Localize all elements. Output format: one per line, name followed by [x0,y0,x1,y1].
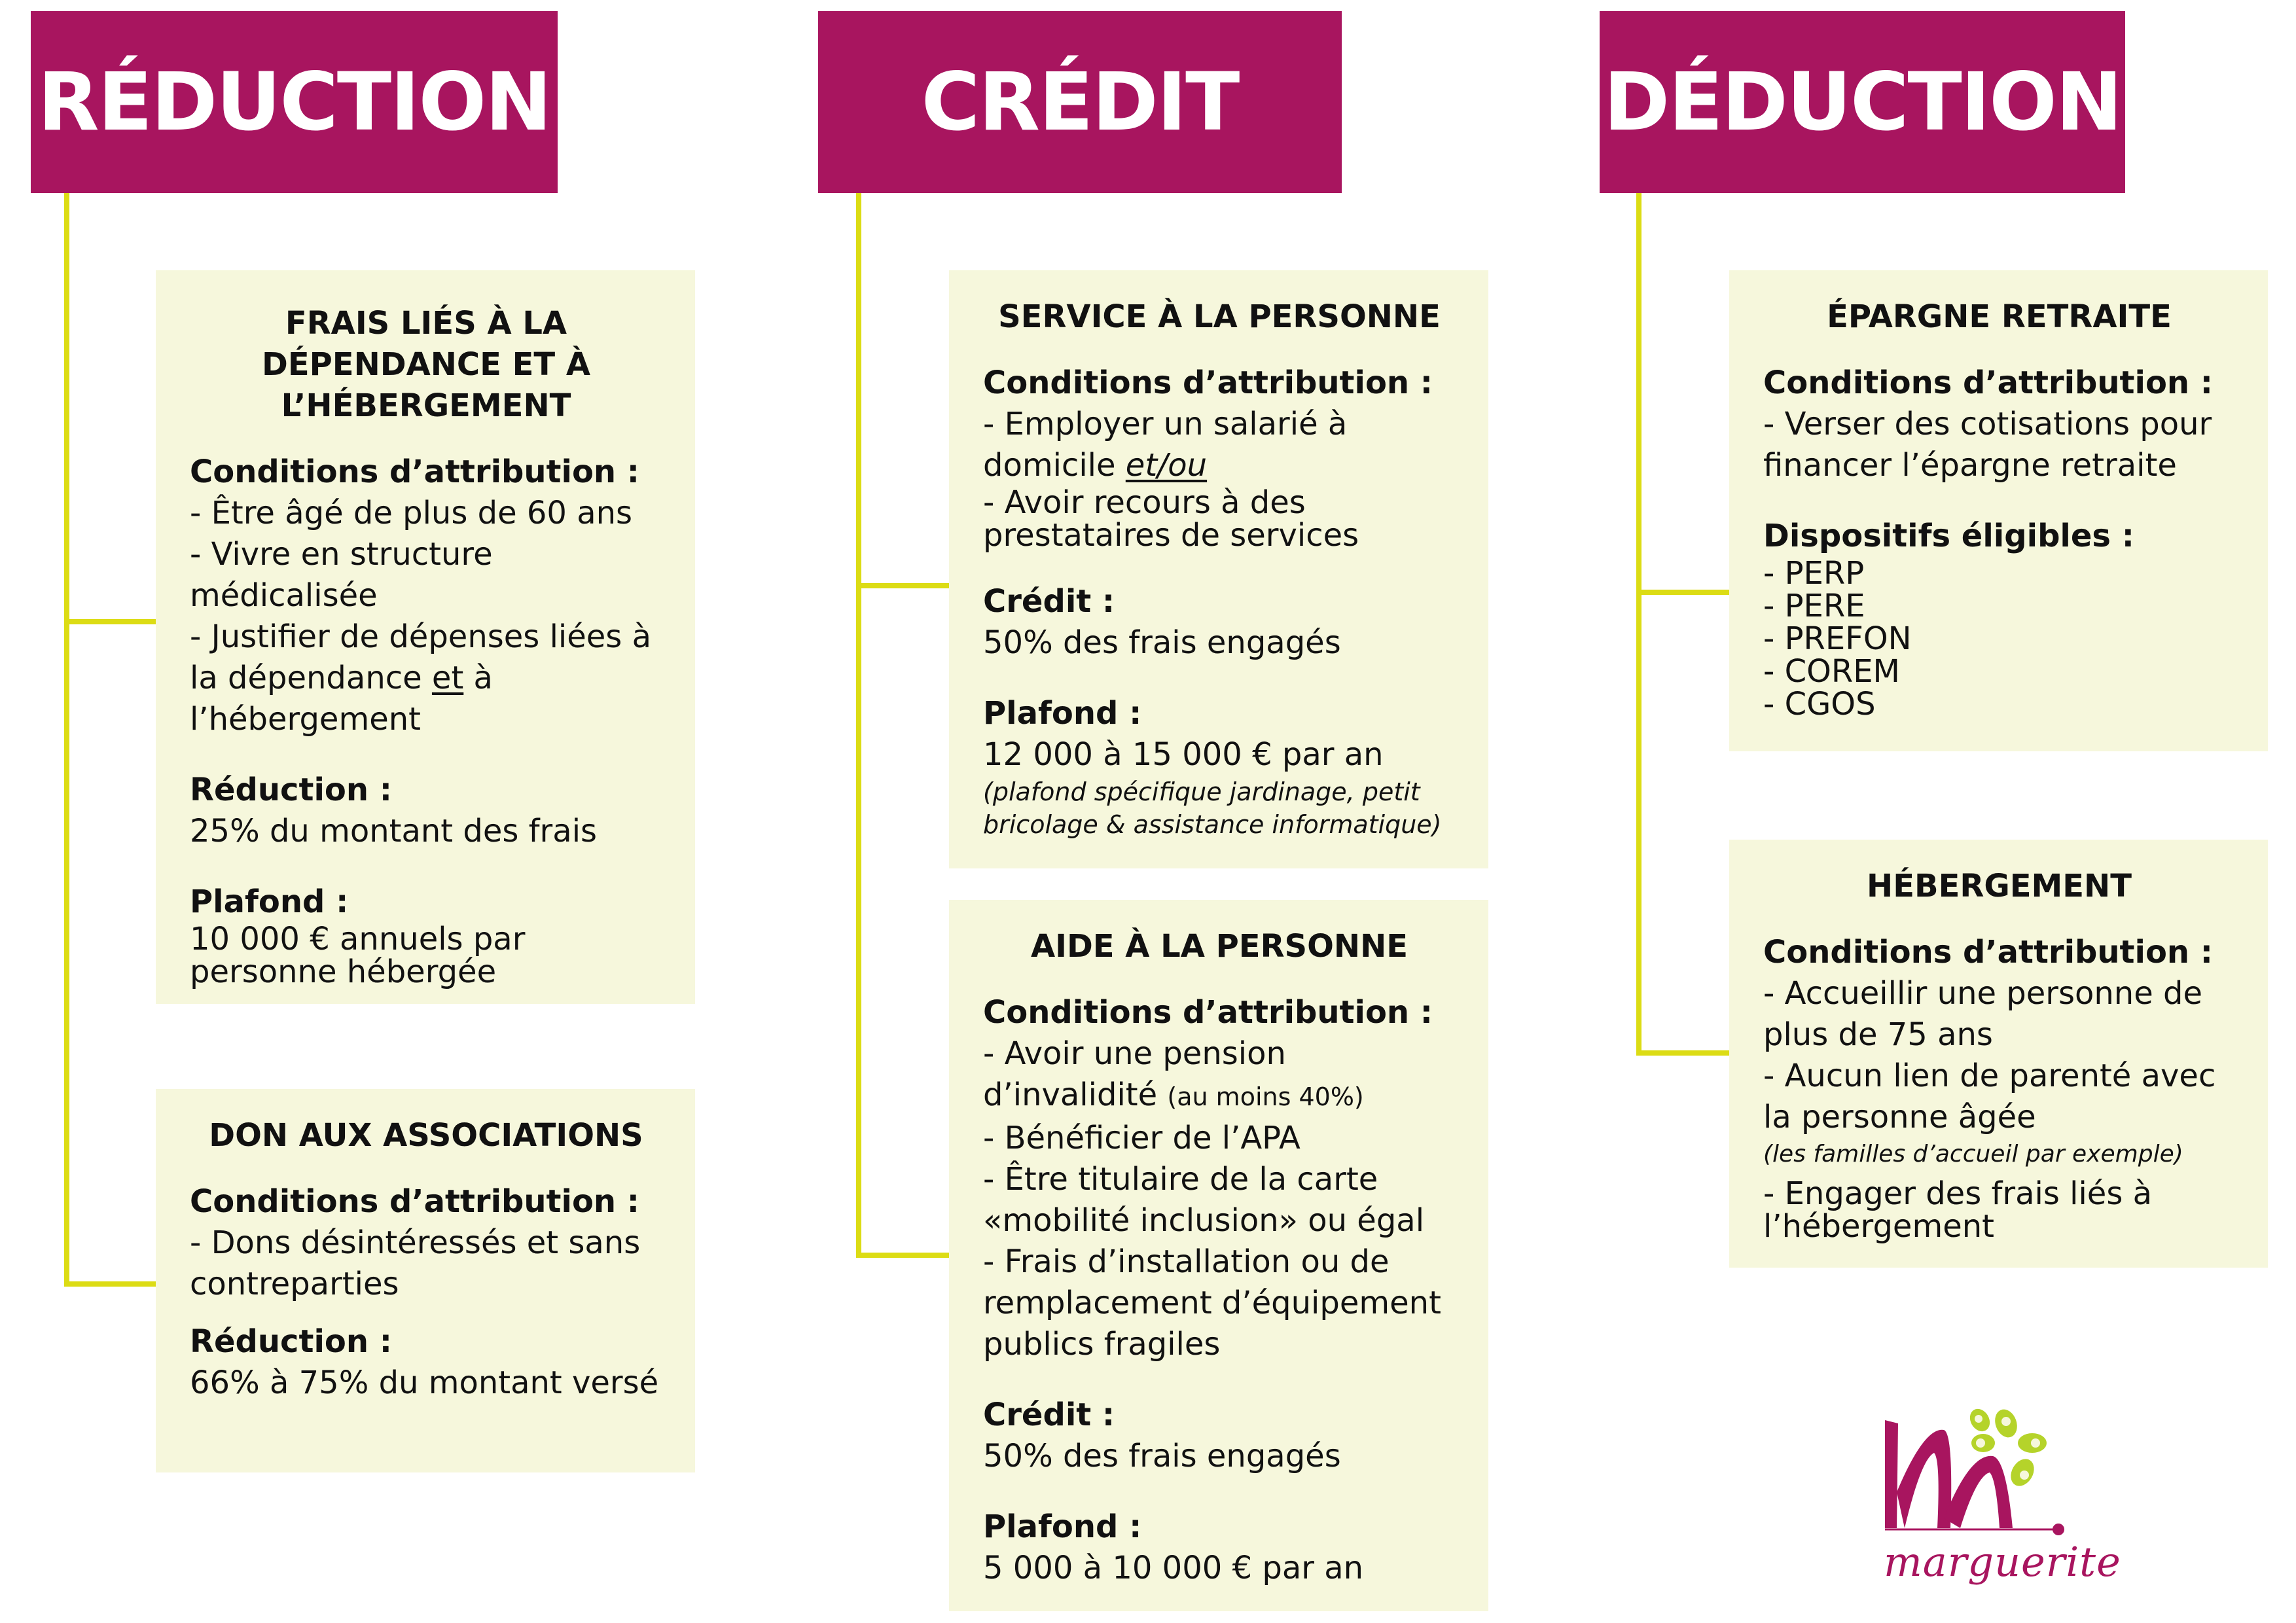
conditions-label: Conditions d’attribution : [983,994,1433,1031]
underlined-et: et [431,660,464,696]
card-title: SERVICE À LA PERSONNE [998,298,1441,335]
condition-item: - Engager des frais liés à l’hébergement [1763,1175,2152,1245]
condition-item: - Vivre en structure médicalisée [190,536,493,614]
connector-credit-branch-1 [856,583,949,588]
device-item: - PERP [1763,555,1865,592]
connector-deduction-branch-2 [1636,1050,1729,1056]
ceiling-label: Plafond : [983,1508,1142,1545]
device-item: - COREM [1763,653,1900,690]
card-epargne-retraite [1729,270,2268,751]
ceiling-value: 10 000 € annuels par personne hébergée [190,921,526,990]
reduction-label: Réduction : [190,1323,392,1360]
connector-reduction-branch-2 [64,1281,156,1287]
device-item: - CGOS [1763,686,1876,722]
ceiling-label: Plafond : [983,695,1142,732]
condition-note: (les familles d’accueil par exemple) [1763,1141,2183,1168]
condition-item: - Être âgé de plus de 60 ans [190,495,633,531]
reduction-value: 66% à 75% du montant versé [190,1364,659,1401]
card-hebergement [1729,840,2268,1268]
condition-note: (au moins 40%) [1167,1082,1364,1111]
conditions-label: Conditions d’attribution : [190,1183,639,1220]
card-title: FRAIS LIÉS À LA DÉPENDANCE ET À L’HÉBERGEMENT [261,305,591,424]
ceiling-label: Plafond : [190,883,349,920]
marguerite-logo [1872,1407,2121,1597]
card-title: ÉPARGNE RETRAITE [1827,298,2172,335]
card-service-personne [949,270,1488,868]
conditions-label: Conditions d’attribution : [190,454,639,490]
condition-item: - Verser des cotisations pour financer l’épargne retraite [1763,406,2212,484]
condition-item: - Frais d’installation ou de remplacement d’équipement publics fragiles [983,1243,1441,1363]
credit-value: 50% des frais engagés [983,624,1341,661]
credit-label: Crédit : [983,1397,1115,1433]
card-title: DON AUX ASSOCIATIONS [209,1117,643,1154]
condition-item: - Bénéficier de l’APA [983,1120,1300,1156]
ceiling-value: 5 000 à 10 000 € par an [983,1550,1364,1586]
condition-item: - Justifier de dépenses liées à la dépendance et à l’hébergement [190,618,651,738]
ceiling-value: 12 000 à 15 000 € par an [983,736,1384,773]
card-title: HÉBERGEMENT [1867,868,2132,904]
underlined-et-ou: et/ou [1125,447,1208,484]
connector-reduction-vertical [64,193,69,1287]
condition-item: - Employer un salarié à domicile et/ou [983,406,1348,484]
header-deduction [1600,11,2125,193]
condition-item: - Aucun lien de parenté avec la personne âgée [1763,1058,2216,1135]
reduction-label: Réduction : [190,772,392,808]
devices-label: Dispositifs éligibles : [1763,518,2134,554]
condition-item: - Avoir recours à des prestataires de services [983,484,1359,554]
header-reduction-label: RÉDUCTION [37,56,551,149]
conditions-label: Conditions d’attribution : [1763,934,2213,971]
ceiling-note: (plafond spécifique jardinage, petit bricolage & assistance informatique) [983,777,1442,839]
card-frais-dependance [156,270,695,1004]
header-credit-label: CRÉDIT [921,56,1239,149]
connector-deduction-branch-1 [1636,590,1729,595]
device-item: - PERE [1763,588,1865,624]
connector-deduction-vertical [1636,193,1641,1056]
marguerite-m-flower-icon [1872,1407,2068,1538]
conditions-label: Conditions d’attribution : [1763,365,2213,401]
condition-item: - Avoir une pension d’invalidité (au moins 40%) [983,1035,1364,1113]
condition-item: - Accueillir une personne de plus de 75 ans [1763,975,2203,1053]
device-item: - PREFON [1763,620,1912,657]
credit-value: 50% des frais engagés [983,1438,1341,1474]
header-credit [818,11,1342,193]
logo-text: marguerite [1884,1538,2121,1586]
condition-item: - Dons désintéressés et sans contreparties [190,1224,641,1302]
header-reduction [31,11,558,193]
credit-label: Crédit : [983,583,1115,620]
card-aide-personne [949,900,1488,1611]
header-deduction-label: DÉDUCTION [1604,56,2121,149]
reduction-value: 25% du montant des frais [190,813,598,849]
conditions-label: Conditions d’attribution : [983,365,1433,401]
connector-credit-vertical [856,193,861,1258]
condition-item: - Être titulaire de la carte «mobilité inclusion» ou égal [983,1161,1425,1239]
connector-reduction-branch-1 [64,619,156,624]
card-title: AIDE À LA PERSONNE [1030,928,1408,965]
connector-credit-branch-2 [856,1253,949,1258]
card-don-associations [156,1089,695,1472]
